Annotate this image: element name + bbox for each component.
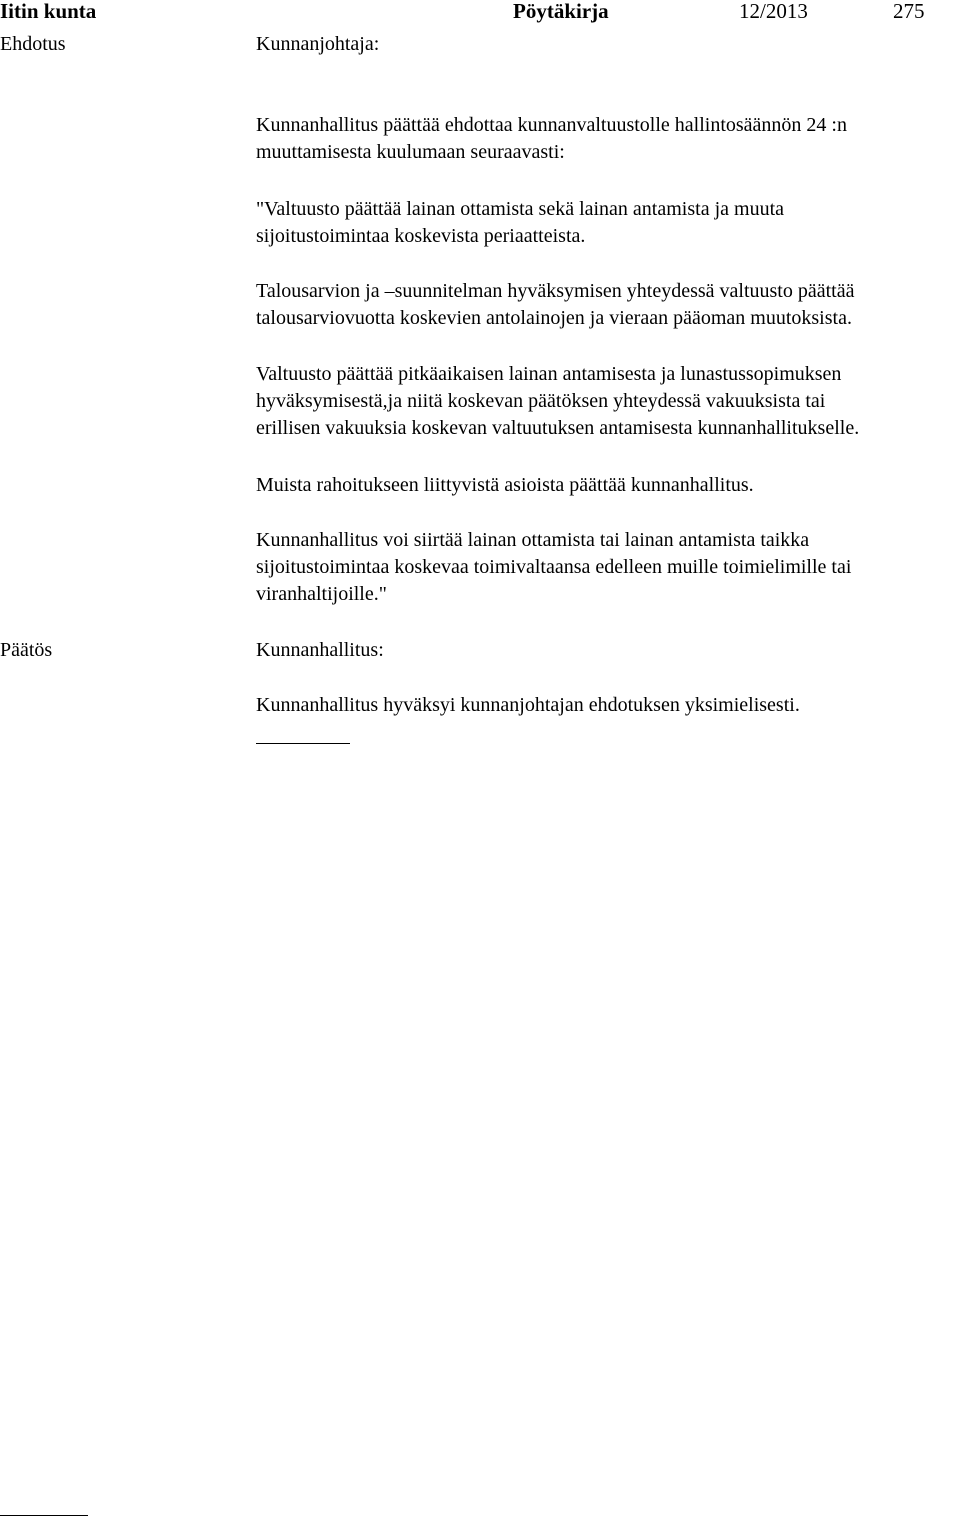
- proposal-paragraph: [256, 278, 960, 332]
- text-line: Kunnanhallitus päättää ehdottaa kunnanvaltuustolle hallintosäännön 24 :n: [256, 114, 847, 136]
- text-line: Kunnanhallitus voi siirtää lainan ottamista tai lainan antamista taikka: [256, 529, 810, 551]
- page-number: 275: [893, 0, 925, 23]
- issue-number: 12/2013: [739, 0, 808, 23]
- proposal-paragraph: [256, 112, 960, 166]
- text-line: Muista rahoitukseen liittyvistä asioista päättää kunnanhallitus.: [256, 474, 754, 496]
- decision-speaker: Kunnanhallitus:: [256, 639, 384, 661]
- proposal-paragraph: [256, 472, 960, 499]
- footer-separator-line: [0, 1515, 88, 1516]
- section-label-decision: Päätös: [0, 639, 53, 661]
- text-line: "Valtuusto päättää lainan ottamista sekä lainan antamista ja muuta: [256, 198, 784, 220]
- text-line: sijoitustoimintaa koskevista periaatteista.: [256, 225, 586, 247]
- text-line: hyväksymisestä,ja niitä koskevan päätöksen yhteydessä vakuuksista tai: [256, 390, 826, 412]
- text-line: Valtuusto päättää pitkäaikaisen lainan antamisesta ja lunastussopimuksen: [256, 363, 842, 385]
- section-label-proposal: Ehdotus: [0, 33, 66, 55]
- document-type: Pöytäkirja: [513, 0, 609, 23]
- separator-line: [256, 743, 350, 744]
- text-line: muuttamisesta kuulumaan seuraavasti:: [256, 141, 565, 163]
- proposal-paragraph: [256, 361, 960, 442]
- municipality-name: Iitin kunta: [0, 0, 97, 23]
- text-line: Talousarvion ja –suunnitelman hyväksymisen yhteydessä valtuusto päättää: [256, 280, 855, 302]
- text-line: viranhaltijoille.": [256, 583, 387, 605]
- text-line: sijoitustoimintaa koskevaa toimivaltaansa edelleen muille toimielimille tai: [256, 556, 852, 578]
- proposal-speaker: Kunnanjohtaja:: [256, 33, 380, 55]
- proposal-paragraph: [256, 196, 960, 250]
- text-line: talousarviovuotta koskevien antolainojen ja vieraan pääoman muutoksista.: [256, 307, 852, 329]
- text-line: erillisen vakuuksia koskevan valtuutuksen antamisesta kunnanhallitukselle.: [256, 417, 860, 439]
- decision-text: Kunnanhallitus hyväksyi kunnanjohtajan ehdotuksen yksimielisesti.: [256, 694, 800, 716]
- proposal-paragraph: [256, 527, 960, 608]
